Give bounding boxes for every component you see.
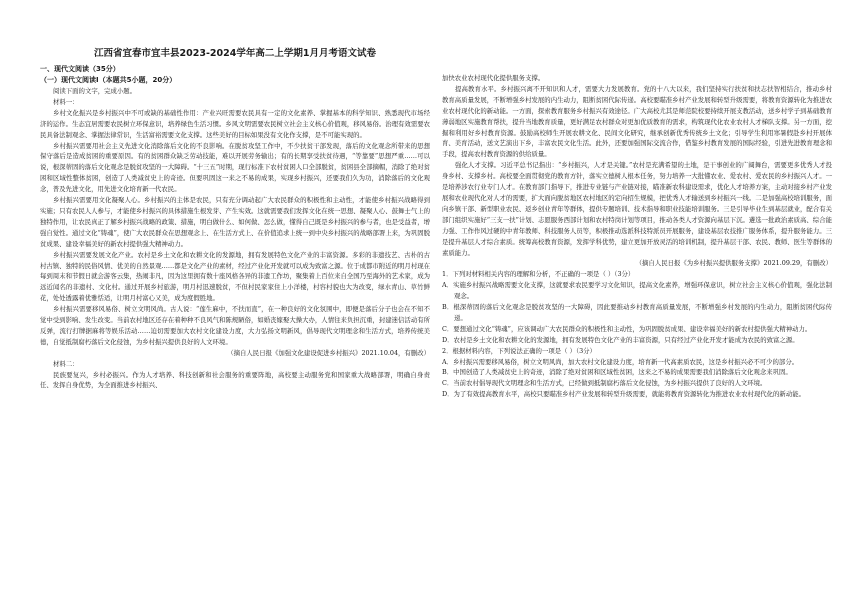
material-2-paragraph: 加快农业农村现代化提供服务支撑。 bbox=[442, 74, 545, 82]
question-option: B．根深蒂固的落后文化观念是脱贫攻坚的一大障碍，因此要推动乡村教育高质量发展，不断增强乡村发展的内生动力，阻断贫困代际传递。 bbox=[442, 303, 832, 322]
question-option: C．要想通过文化“铸魂”，应该调动广大农民群众的积极性和主动性，为巩固脱贫成果、建设幸福美好的新农村提供强大精神动力。 bbox=[442, 324, 812, 333]
material-1-paragraph: 乡村振兴需要移风易俗、树立文明风尚。古人说：“莲生麻中，不扶而直”，在一种良好的文化氛围中，即便是落后分子也会在不知不觉中受到影响、发生改变。当前农村地区还存在着种种不良风气和陈规陋俗，如婚丧嫁娶大操大办，人情往来负担沉重，封建迷信活动有所反弹，流行打牌据麻将等娱乐活动……迫切需要加大农村文化建设力度，大力弘扬文明新风，倡导现代文明理念和生活方式，培养传统美德，自觉抵制腐朽落后文化侵蚀，为乡村振兴提供良好的人文环境。 bbox=[40, 305, 430, 346]
material-1-paragraph: 乡村振兴需要用文化凝聚人心。乡村振兴的主体是农民，只有充分调动起广大农民群众的积极性和主动性，才能使乡村振兴战略得到实施；只有农民人人参与，才能使乡村振兴的具体措施生根发芽、产生实效。这就需要我们发挥文化在统一思想、凝聚人心、鼓舞士气上的独特作用，让农民真正了解乡村振兴战略的政策、措施，明白做什么、如何做、怎么做，懂得自己既是乡村振兴的参与者，也是受益者，增强自觉性。通过文化“铸魂”，使广大农民群众在思想观念上、在生活方式上、在价值追求上统一到中央乡村振兴的战略部署上来，为巩固脱贫成果、建设幸福美好的新农村提供强大精神动力。 bbox=[40, 196, 430, 248]
material-1-label: 材料一： bbox=[53, 97, 79, 106]
right-column bbox=[442, 73, 832, 400]
question-option: C．当前农村倡导现代文明理念和生活方式，已经做到抵制腐朽落后文化侵蚀，为乡村振兴提供了良好的人文环境。 bbox=[442, 379, 767, 388]
question-2 bbox=[442, 346, 832, 401]
section-heading: 一、现代文阅读（35分） bbox=[40, 65, 120, 73]
question-option: D．农村是乡土文化和农耕文化的发源地，拥有发展特色文化产业的丰富资源，只有经过产业化开发才能成为农民的致富之源。 bbox=[442, 335, 799, 344]
question-option: B．中国创造了人类减贫史上的奇迹，消除了绝对贫困和区域性贫困，这来之不易的成果需要我们消除落后文化观念来巩固。 bbox=[442, 368, 792, 377]
material-2-intro: 民族要复兴，乡村必振兴。作为人才培养、科技创新和社会服务的重要阵地，高校要主动服务党和国家重大战略部署，明确自身责任、发挥自身优势，为全面推进乡村振兴、 bbox=[40, 370, 430, 390]
material-2-paragraph: 提高教育水平。乡村振兴离不开知识和人才，需要大力发展教育。党的十八大以来，我们坚持实行扶贫和扶志扶智相结合，推动乡村教育高质量发展，不断增强乡村发展的内生动力，阻断贫困代际传递。高校要瞄准乡村产业发展和转型升级需要，将教育资源转化为推进农业农村现代化的新动能。一方面，探索教育服务乡村振兴有效途径。广大高校尤其是师范院校要持续开展支教活动，送乡村学子到基础教育薄弱地区实施教育帮扶，提升当地教育质量，更好满足农村群众对更加优质教育的需求，构筑现代化农业农村人才梯队支撑。另一方面，挖掘和利用好乡村教育资源。鼓励高校师生开展农耕文化、民间文化研究，继承创新优秀传统乡土文化；引导学生利用寒暑假赴乡村开展体育、美育活动，送文艺演出下乡，丰富农民文化生活。此外，还要加强国际交流合作，借鉴乡村教育发展的国际经验，引进先进教育理念和手段，提高农村教育资源的供给质量。 bbox=[442, 84, 832, 159]
subsection-heading: （一）现代文阅读Ⅰ（本题共5小题，20分） bbox=[40, 76, 177, 84]
material-1-source: （摘自人民日报《加强文化建设促进乡村振兴》2021.10.04，有删改） bbox=[227, 348, 430, 357]
question-option: A．乡村振兴需要移风易俗，树立文明风尚，加大农村文化建设力度，培育新一代高素质农民，这是乡村振兴必不可少的部分。 bbox=[442, 357, 799, 366]
question-option: A．实施乡村振兴战略需要文化支撑，这就要求农民要学习文化知识，提高文化素养，增强环保意识，树立社会主义核心价值观，强化法制观念。 bbox=[442, 281, 832, 301]
material-1-paragraph: 乡村振兴需要用社会主义先进文化消除落后文化的不良影响。在脱贫攻坚工作中，不少扶贫干部发现，落后的文化观念所带来的思想保守落后是造成贫困的重要原因。有的贫困群众缺乏劳动技能，难以开展劳务输出；有的长期享受扶贫待遇，“等靠要”思想严重……可以说，根深蒂固的落后文化观念是脱贫攻坚的一大障碍。“十三五”时期，现行标准下农村贫困人口全部脱贫，贫困县全部摘帽，消除了绝对贫困和区域性整体贫困，创造了人类减贫史上的奇迹。但要巩固这一来之不易的成果，实现乡村振兴，还要我们久为功，消除落后的文化观念，普及先进文化，用先进文化培育新一代农民。 bbox=[40, 141, 430, 194]
exam-title: 江西省宜春市宜丰县2023-2024学年高二上学期1月月考语文试卷 bbox=[94, 48, 376, 59]
material-1-paragraph: 乡村振兴需要发展文化产业。农村是乡土文化和农耕文化的发源地，拥有发展特色文化产业的丰富资源。多彩的非遗技艺、古朴的古村古镇、独特的民俗风情、优美的自然景观……都是文化产业的素材，经过产业化开发就可以成为致富之源。位于成都市附近的明月村现在每到周末和节假日就会游客云集，热闹非凡，因为这里拥有数十座风格各异的非遗工作坊，聚集着上百位来自全国乃至海外的艺术家，成为远近闻名的非遗村、文化村。通过开展乡村旅游，明月村迅速脱贫，不但村民家家住上小洋楼，村容村貌也大为改变，绿水青山、草竹鲜花，处处透露着优雅恬适，让明月村富心又美，成为度假胜地。 bbox=[40, 250, 430, 303]
question-option: D．为了有效提高教育水平，高校只要瞄准乡村产业发展和转型升级需要，就能将教育资源转化为推进农业农村现代化的新动能。 bbox=[442, 390, 805, 399]
material-1-paragraph: 乡村文化振兴是乡村振兴中不可或缺的基础性作用：产业兴旺需要农民具有一定的文化素养、掌握基本的科学知识、熟悉现代市场经济的运作。生态宜居需要农民树立环保意识，培养绿色生活习惯。乡风文明需要农民树立社会主义核心价值观，移风易俗。治理有效需要农民具备法制观念、掌握法律常识，生活富裕需要文化支撑。这些美好的目标如果没有文化作支撑，是不可能实现的。 bbox=[40, 108, 430, 139]
question-stem: 2．根据材料内容，下列说法正确的一项是（ ）（3分） bbox=[442, 346, 596, 355]
material-2-source: （摘自人民日报《为乡村振兴提供服务支撑》2021.09.29，有删改） bbox=[635, 259, 832, 268]
instruction: 阅读下面的文字，完成小题。 bbox=[53, 87, 137, 95]
question-stem: 1．下列对材料相关内容的理解和分析，不正确的一项是（ ）（3分） bbox=[442, 270, 635, 279]
left-column bbox=[40, 47, 430, 391]
material-2-paragraph: 强化人才支撑。习近平总书记指出：“乡村振兴，人才是关键。”农村是充满希望的土地，是干事创业的广阔舞台，需要更多优秀人才投身乡村、支撑乡村。高校要全面贯彻党的教育方针，落实立德树人根本任务，努力培养一大批懂农业、爱农村、爱农民的乡村振兴人才。一是培养涉农行业专门人才。在教育部门指导下，推进专业链与产业链对接，瞄准新农科建设需求，优化人才培养方案，主动对接乡村产业发展和农业现代化对人才的需要，扩大面向脱贫地区农村地区的定向招生规模，把优秀人才输送到乡村振兴一线。二是加强高校培训服务，面向乡镇干部、新型职业农民、返乡创业青年等群体，提供专题培训、技术指导和职业技能培训服务。三是引导毕业生到基层就业，配合有关部门组织实施好“三支一扶”计划、志愿服务西部计划和农村特岗计划等项目，推动各类人才资源向基层下沉。遴选一批政治素质高、综合能力强、工作作风过硬的中青年教师、科技服务人员等，积极推动选派科技特派员开展服务，建设基层农技推广服务体系，提升服务能力。三是提升基层人才综合素质。统筹高校教育资源，发挥学科优势，建立更加开放灵活的培训机制，提升基层干部、农民、教师、医生等群体的素质能力。 bbox=[442, 161, 832, 257]
material-2-label: 材料二： bbox=[53, 359, 79, 368]
question-1 bbox=[442, 269, 832, 345]
